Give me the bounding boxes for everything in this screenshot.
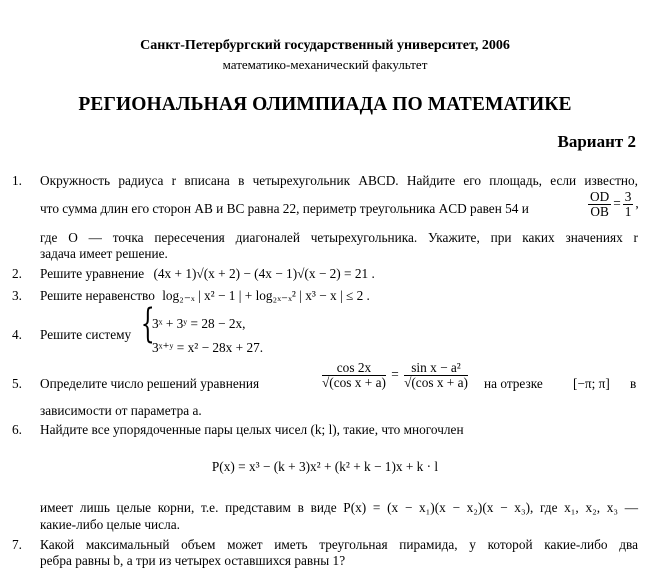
problem-3-text: [40, 288, 370, 304]
lhs-fraction: $\frac{\cos 2x}{\text{√(cos x + a)}}$: [322, 360, 386, 390]
problem-6-number: 6.: [12, 422, 22, 437]
problem-2-text: [40, 266, 375, 282]
problem-3-formula: log₂₋ₓ | x² − 1 | + log₂ₓ₋ₓ² | x³ − x | ≤ 2 .: [162, 288, 370, 303]
system-brace: {: [140, 301, 155, 347]
problem-5-text-b: на отрезке: [484, 376, 543, 391]
problem-1-line-1: Окружность радиуса r вписана в четырехугольник ABCD. Найдите его площадь, если известно,: [40, 173, 638, 188]
problem-5-number: 5.: [12, 376, 22, 391]
system-equation-1: 3ˣ + 3ʸ = 28 − 2x,: [152, 316, 246, 331]
problem-2-label: Решите уравнение: [40, 266, 145, 281]
problem-3-label: Решите неравенство: [40, 288, 155, 303]
problem-6-line-3: какие-либо целые числа.: [40, 517, 180, 532]
problem-1-line-2: что сумма длин его сторон AB и BC равна 22, периметр треугольника ACD равен 54 и: [40, 201, 529, 216]
problem-6-line-1: Найдите все упорядоченные пары целых чисел (k; l), такие, что многочлен: [40, 422, 464, 437]
problem-7-number: 7.: [12, 537, 22, 552]
problem-6-line-2: имеет лишь целые корни, т.е. представим в виде P(x) = (x − x₁)(x − x₂)(x − x₃), где x₁, x₂, x₃ —: [40, 500, 638, 515]
problem-5-text-c: в: [630, 376, 637, 391]
problem-1-line-3: где O — точка пересечения диагоналей четырехугольника. Укажите, при каких значениях r: [40, 230, 638, 245]
problem-1-ratio: $\frac{OD}{OB}$ = $\frac{3}{1}$ ,: [590, 189, 639, 219]
problem-1-line-4: задача имеет решение.: [40, 246, 168, 261]
problem-4-number: 4.: [12, 327, 22, 342]
problem-5-equation: $\frac{\cos 2x}{\text{√(cos x + a)}}$ = $\frac{\text{sin x − a²}}{\text{√(cos x + a)}}$: [322, 360, 468, 390]
university-line: Санкт-Петербургский государственный университет, 2006: [140, 38, 510, 53]
faculty-line: математико-механический факультет: [222, 57, 428, 72]
problem-7-line-1: Какой максимальный объем может иметь треугольная пирамида, у которой какие-либо два: [40, 537, 638, 552]
problem-5-interval: [−π; π]: [573, 376, 610, 391]
problem-7-line-2: ребра равны b, а три из четырех оставшихся равны 1?: [40, 553, 346, 568]
problem-6-polynomial: P(x) = x³ − (k + 3)x² + (k² + k − 1)x + k · l: [211, 459, 439, 474]
problem-3-number: 3.: [12, 288, 22, 303]
olympiad-title: РЕГИОНАЛЬНАЯ ОЛИМПИАДА ПО МАТЕМАТИКЕ: [78, 94, 572, 115]
problem-4-label: Решите систему: [40, 327, 132, 342]
problem-5-text-a: Определите число решений уравнения: [40, 376, 260, 391]
rhs-fraction: $\frac{\text{sin x − a²}}{\text{√(cos x + a)}}$: [404, 360, 468, 390]
od-ob-fraction: $\frac{OD}{OB}$: [590, 189, 610, 219]
system-equation-2: 3ˣ⁺ʸ = x² − 28x + 27.: [152, 340, 264, 355]
problem-5-line-2: зависимости от параметра a.: [40, 403, 202, 418]
three-over-one-fraction: $\frac{3}{1}$: [624, 189, 632, 219]
problem-1-number: 1.: [12, 173, 22, 188]
problem-2-number: 2.: [12, 266, 22, 281]
variant-label: Вариант 2: [557, 132, 636, 151]
problem-2-formula: (4x + 1)√(x + 2) − (4x − 1)√(x − 2) = 21 .: [153, 266, 375, 281]
